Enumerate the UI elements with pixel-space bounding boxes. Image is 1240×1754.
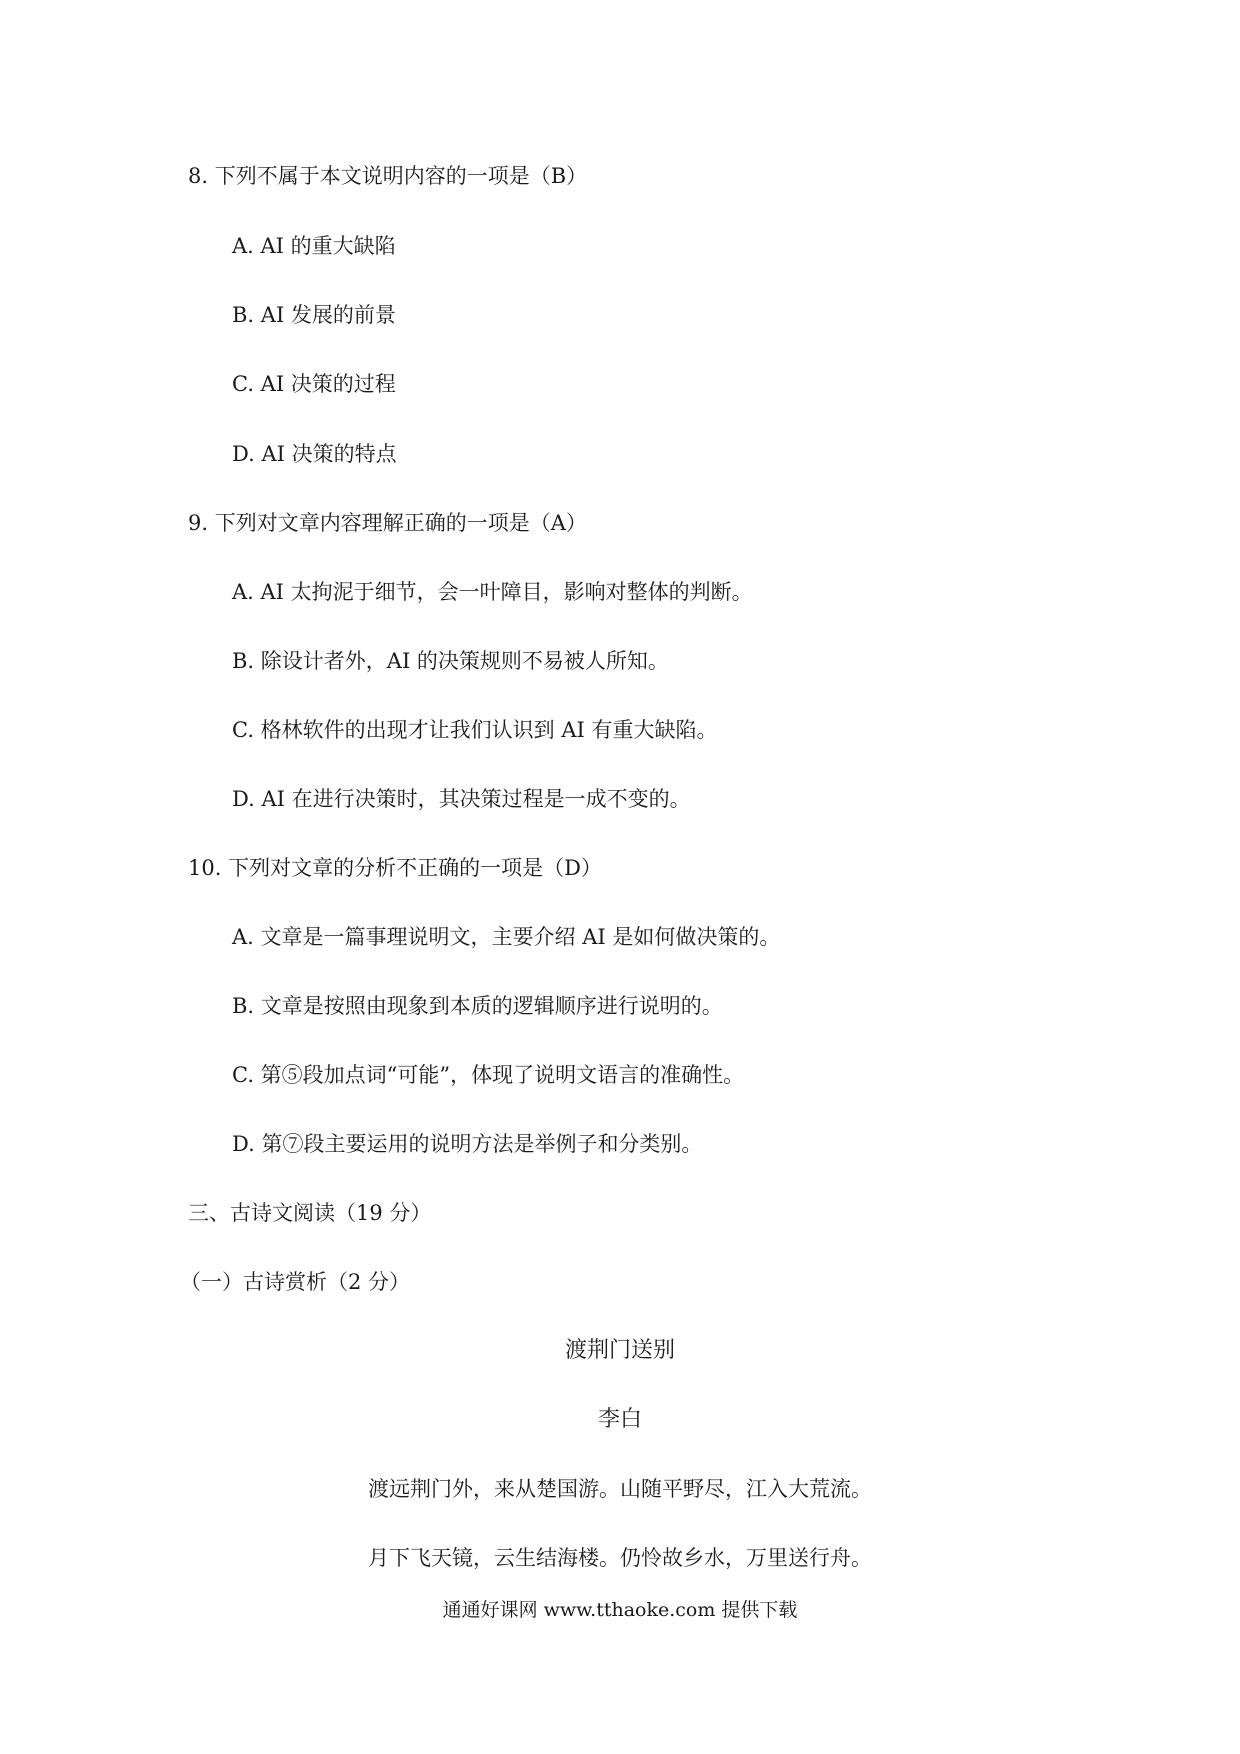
question-9-stem: 9. 下列对文章内容理解正确的一项是（A） [188, 511, 587, 535]
question-8-option-a: A. AI 的重大缺陷 [232, 234, 396, 258]
section-subheading: （一）古诗赏析（2 分） [180, 1270, 411, 1294]
question-8-option-b: B. AI 发展的前景 [232, 303, 396, 327]
page-footer: 通通好课网 www.tthaoke.com 提供下载 [442, 1599, 798, 1621]
section-heading: 三、古诗文阅读（19 分） [188, 1201, 432, 1225]
question-9-option-b: B. 除设计者外，AI 的决策规则不易被人所知。 [232, 649, 669, 673]
poem-title: 渡荆门送别 [564, 1338, 675, 1363]
question-9-option-c: C. 格林软件的出现才让我们认识到 AI 有重大缺陷。 [232, 718, 718, 742]
poem-author: 李白 [597, 1407, 642, 1432]
poem-line-1: 渡远荆门外，来从楚国游。山随平野尽，江入大荒流。 [368, 1477, 872, 1501]
question-8-option-d: D. AI 决策的特点 [232, 442, 397, 466]
poem-line-2: 月下飞天镜，云生结海楼。仍怜故乡水，万里送行舟。 [368, 1546, 872, 1570]
question-8-option-c: C. AI 决策的过程 [232, 372, 396, 396]
question-10-option-d: D. 第⑦段主要运用的说明方法是举例子和分类别。 [232, 1132, 703, 1156]
question-10-option-c: C. 第⑤段加点词“可能”，体现了说明文语言的准确性。 [232, 1063, 745, 1087]
question-10-option-b: B. 文章是按照由现象到本质的逻辑顺序进行说明的。 [232, 994, 723, 1018]
question-8-stem: 8. 下列不属于本文说明内容的一项是（B） [188, 164, 588, 188]
question-9-option-a: A. AI 太拘泥于细节，会一叶障目，影响对整体的判断。 [232, 580, 753, 604]
question-9-option-d: D. AI 在进行决策时，其决策过程是一成不变的。 [232, 787, 691, 811]
question-10-option-a: A. 文章是一篇事理说明文，主要介绍 AI 是如何做决策的。 [232, 925, 781, 949]
question-10-stem: 10. 下列对文章的分析不正确的一项是（D） [188, 856, 602, 880]
